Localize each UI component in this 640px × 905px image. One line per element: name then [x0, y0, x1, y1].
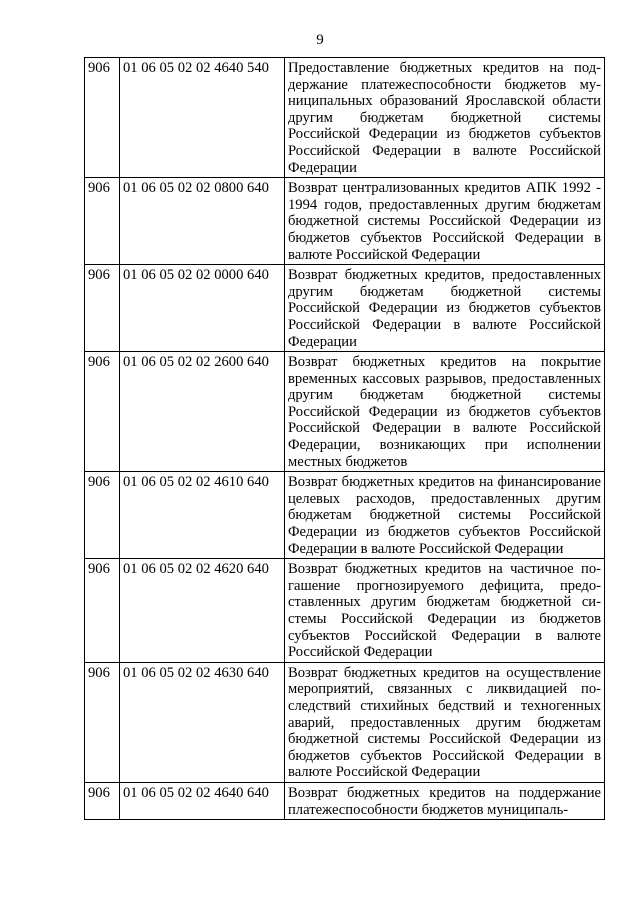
admin-code-cell: 906 — [85, 559, 120, 663]
description-cell: Возврат бюджетных кредитов на финансирование целевых расходов, предоставленных другим бюджетам бюджетной системы Российской Федерации из бюджетов субъектов Российской Федерации в валюте Российской Федерации — [285, 472, 605, 559]
admin-code-cell: 906 — [85, 58, 120, 178]
classification-code-cell: 01 06 05 02 02 4640 540 — [120, 58, 285, 178]
admin-code-cell: 906 — [85, 265, 120, 352]
admin-code-cell: 906 — [85, 472, 120, 559]
description-cell: Предоставление бюджетных кредитов на поддержание платежеспособности бюджетов муниципальных образований Ярославской области другим бюджетам бюджетной системы Российской Федерации из бюджетов субъектов Российской Федерации в валюте Российской Федерации — [285, 58, 605, 178]
admin-code-cell: 906 — [85, 782, 120, 819]
table-row — [85, 265, 605, 352]
table-row — [85, 178, 605, 265]
description-cell: Возврат бюджетных кредитов на частичное погашение прогнозируемого дефицита, предоставленных другим бюджетам бюджетной системы Российской Федерации из бюджетов субъектов Российской Федерации в валюте Российской Федерации — [285, 559, 605, 663]
description-cell: Возврат бюджетных кредитов на поддержание платежеспособности бюджетов муниципаль- — [285, 782, 605, 819]
table-row — [85, 352, 605, 472]
description-cell: Возврат бюджетных кредитов, предоставленных другим бюджетам бюджетной системы Российской Федерации из бюджетов субъектов Российской Федерации в валюте Российской Федерации — [285, 265, 605, 352]
classification-code-cell: 01 06 05 02 02 0000 640 — [120, 265, 285, 352]
table-row — [85, 472, 605, 559]
classification-code-cell: 01 06 05 02 02 4620 640 — [120, 559, 285, 663]
classification-code-cell: 01 06 05 02 02 4640 640 — [120, 782, 285, 819]
classification-code-cell: 01 06 05 02 02 0800 640 — [120, 178, 285, 265]
table-row — [85, 782, 605, 819]
page-number: 9 — [316, 32, 324, 48]
admin-code-cell: 906 — [85, 352, 120, 472]
description-cell: Возврат бюджетных кредитов на осуществление мероприятий, связанных с ликвидацией последствий стихийных бедствий и техногенных аварий, предоставленных другим бюджетам бюджетной системы Российской Федерации из бюджетов субъектов Российской Федерации в валюте Российской Федерации — [285, 662, 605, 782]
classification-code-cell: 01 06 05 02 02 4610 640 — [120, 472, 285, 559]
description-cell: Возврат централизованных кредитов АПК 1992 - 1994 годов, предоставленных другим бюджетам бюджетной системы Российской Федерации из бюджетов субъектов Российской Федерации в валюте Российской Федерации — [285, 178, 605, 265]
table-row — [85, 58, 605, 178]
admin-code-cell: 906 — [85, 178, 120, 265]
description-cell: Возврат бюджетных кредитов на покрытие временных кассовых разрывов, предоставленных другим бюджетам бюджетной системы Российской Федерации из бюджетов субъектов Российской Федерации в валюте Российской Федерации, возникающих при исполнении местных бюджетов — [285, 352, 605, 472]
classification-code-cell: 01 06 05 02 02 4630 640 — [120, 662, 285, 782]
admin-code-cell: 906 — [85, 662, 120, 782]
classification-code-cell: 01 06 05 02 02 2600 640 — [120, 352, 285, 472]
budget-classification-table — [84, 57, 605, 820]
table-row — [85, 559, 605, 663]
table-row — [85, 662, 605, 782]
